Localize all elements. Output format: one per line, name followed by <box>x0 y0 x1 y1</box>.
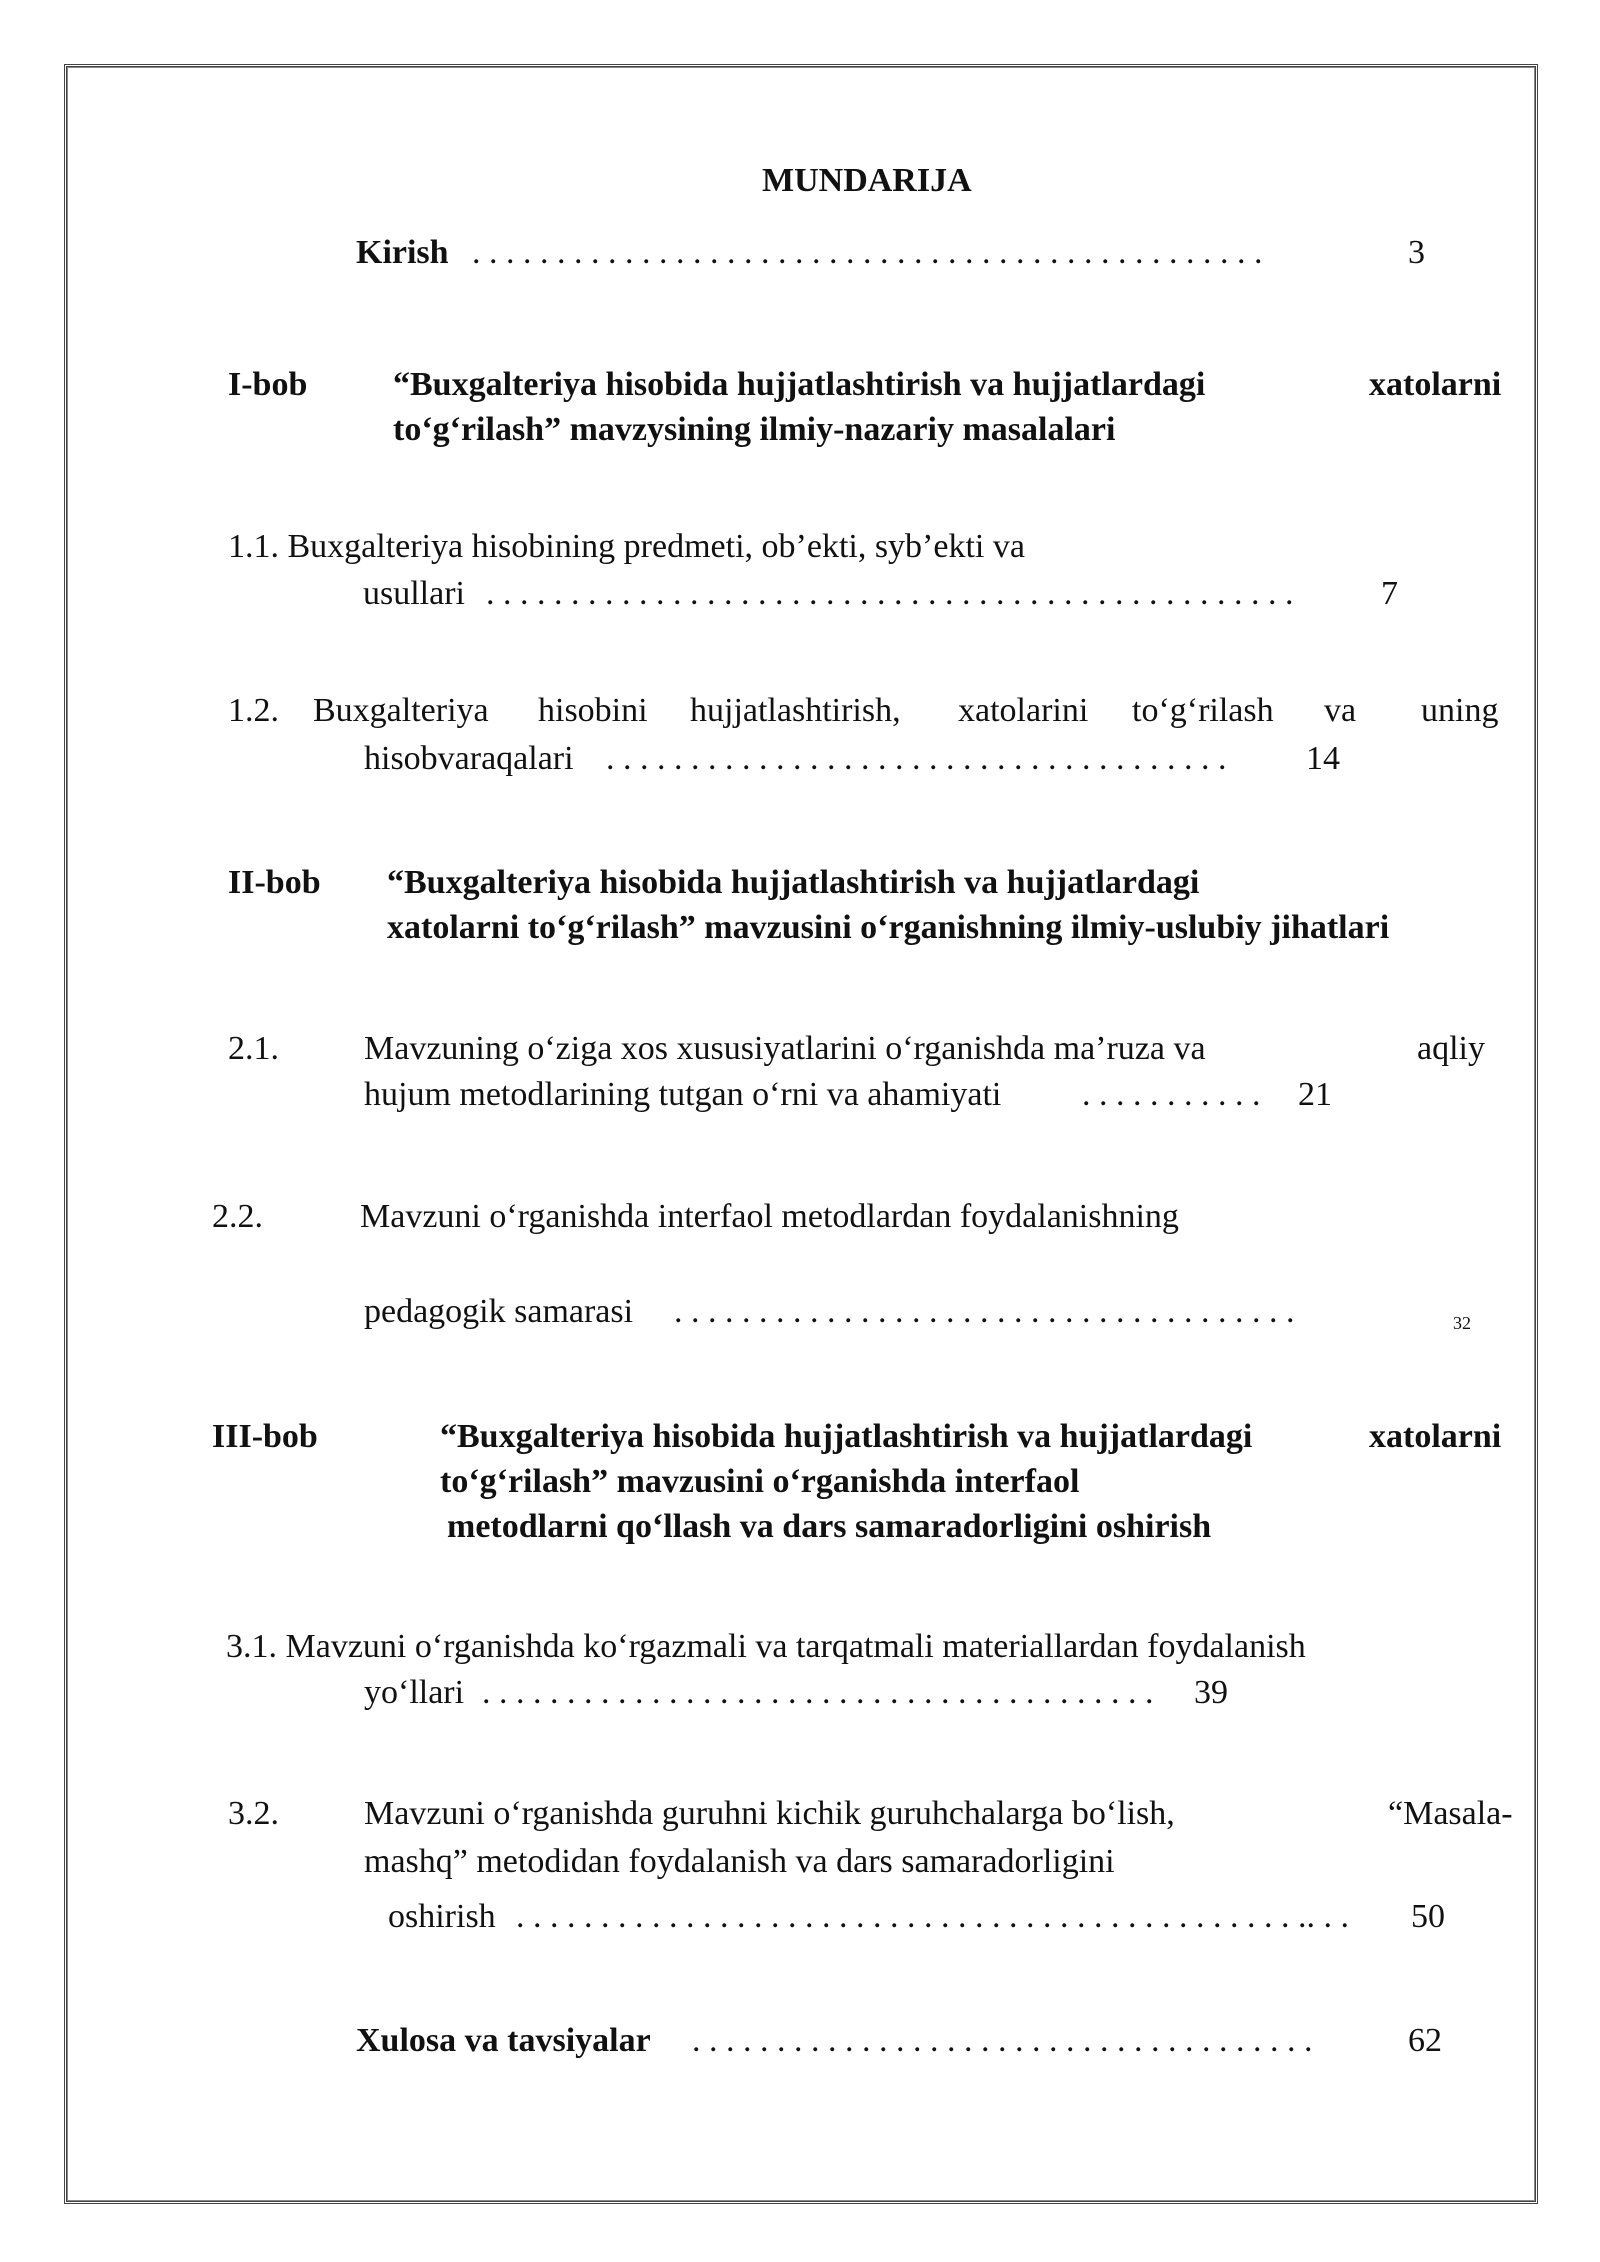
chapter-3-title-line1: “Buxgalteriya hisobida hujjatlashtirish va hujjatlardagi <box>440 1418 1253 1455</box>
toc-kirish-label: Kirish <box>356 234 449 271</box>
chapter-3-title-line2: to‘g‘rilash” mavzusini o‘rganishda interfaol <box>440 1463 1080 1500</box>
section-1-2-word: uning <box>1421 692 1499 729</box>
section-3-1-page: 39 <box>1194 1674 1228 1711</box>
section-1-2-word: hujjatlashtirish, <box>690 692 901 729</box>
section-3-2-dots: . . . . . . . . . . . . . . . . . . . . . . . . . . . . . . . . . . . . . . . . . . . . . . .. . . <box>516 1898 1349 1935</box>
section-2-1-line1-end: aqliy <box>1417 1030 1485 1067</box>
section-3-2-line1: Mavzuni o‘rganishda guruhni kichik guruhchalarga bo‘lish, <box>364 1795 1175 1832</box>
section-1-2-word: xatolarini <box>958 692 1089 729</box>
section-2-1-number: 2.1. <box>228 1030 279 1067</box>
chapter-2-number: II-bob <box>228 864 321 901</box>
chapter-1-title-line2: to‘g‘rilash” mavzysining ilmiy-nazariy masalalari <box>393 411 1116 448</box>
chapter-1-title-line1: “Buxgalteriya hisobida hujjatlashtirish va hujjatlardagi <box>393 366 1206 403</box>
section-1-1-line2: usullari <box>363 575 465 612</box>
section-1-2-number: 1.2. <box>228 692 279 729</box>
section-3-1-line1: 3.1. Mavzuni o‘rganishda ko‘rgazmali va tarqatmali materiallardan foydalanish <box>226 1628 1306 1665</box>
section-1-2-word: hisobini <box>538 692 648 729</box>
section-3-1-dots: . . . . . . . . . . . . . . . . . . . . . . . . . . . . . . . . . . . . . . . . <box>482 1674 1154 1711</box>
section-2-2-page: 32 <box>1453 1313 1471 1333</box>
chapter-2-title-line2: xatolarni to‘g‘rilash” mavzusini o‘rganishning ilmiy-uslubiy jihatlari <box>387 909 1390 946</box>
section-1-1-dots: . . . . . . . . . . . . . . . . . . . . . . . . . . . . . . . . . . . . . . . . . . . . . . . . <box>486 575 1294 612</box>
section-3-2-line1-end: “Masala- <box>1388 1795 1513 1832</box>
toc-xulosa-dots: . . . . . . . . . . . . . . . . . . . . . . . . . . . . . . . . . . . . . <box>692 2022 1313 2059</box>
section-1-2-word: to‘g‘rilash <box>1132 692 1274 729</box>
section-1-2-line2: hisobvaraqalari <box>364 740 574 777</box>
section-2-2-line2: pedagogik samarasi <box>364 1293 634 1330</box>
chapter-3-title-line3: metodlarni qo‘llash va dars samaradorligini oshirish <box>447 1508 1212 1545</box>
section-2-1-page: 21 <box>1298 1076 1332 1113</box>
section-3-1-line2: yo‘llari <box>364 1674 465 1711</box>
section-1-2-dots: . . . . . . . . . . . . . . . . . . . . . . . . . . . . . . . . . . . . . <box>606 740 1227 777</box>
section-3-2-line2: mashq” metodidan foydalanish va dars samaradorligini <box>364 1843 1115 1880</box>
section-1-2-word: Buxgalteriya <box>313 692 489 729</box>
section-1-1-page: 7 <box>1381 575 1398 612</box>
section-2-1-line2: hujum metodlarining tutgan o‘rni va ahamiyati <box>364 1076 1002 1113</box>
page-title: MUNDARIJA <box>762 162 972 199</box>
chapter-1-title-line1-end: xatolarni <box>1369 366 1502 403</box>
section-1-2-word: va <box>1324 692 1357 729</box>
section-1-2-page: 14 <box>1306 740 1340 777</box>
toc-xulosa-label: Xulosa va tavsiyalar <box>356 2022 651 2059</box>
section-2-2-line1: Mavzuni o‘rganishda interfaol metodlardan foydalanishning <box>360 1198 1179 1235</box>
section-2-2-number: 2.2. <box>212 1198 263 1235</box>
section-2-1-line1: Mavzuning o‘ziga xos xususiyatlarini o‘rganishda ma’ruza va <box>364 1030 1206 1067</box>
section-1-1-line1: 1.1. Buxgalteriya hisobining predmeti, ob’ekti, syb’ekti va <box>228 528 1025 565</box>
chapter-3-number: III-bob <box>212 1418 318 1455</box>
section-2-2-dots: . . . . . . . . . . . . . . . . . . . . . . . . . . . . . . . . . . . . . <box>674 1293 1295 1330</box>
section-2-1-dots: . . . . . . . . . . . <box>1082 1076 1261 1113</box>
toc-kirish-dots: . . . . . . . . . . . . . . . . . . . . . . . . . . . . . . . . . . . . . . . . . . . . . . . <box>472 234 1263 271</box>
toc-kirish-page: 3 <box>1408 234 1425 271</box>
section-3-2-page: 50 <box>1411 1898 1445 1935</box>
section-3-2-line3: oshirish <box>388 1898 496 1935</box>
chapter-1-number: I-bob <box>228 366 308 403</box>
section-3-2-number: 3.2. <box>228 1795 279 1832</box>
chapter-2-title-line1: “Buxgalteriya hisobida hujjatlashtirish va hujjatlardagi <box>387 864 1200 901</box>
chapter-3-title-line1-end: xatolarni <box>1369 1418 1502 1455</box>
toc-xulosa-page: 62 <box>1408 2022 1442 2059</box>
